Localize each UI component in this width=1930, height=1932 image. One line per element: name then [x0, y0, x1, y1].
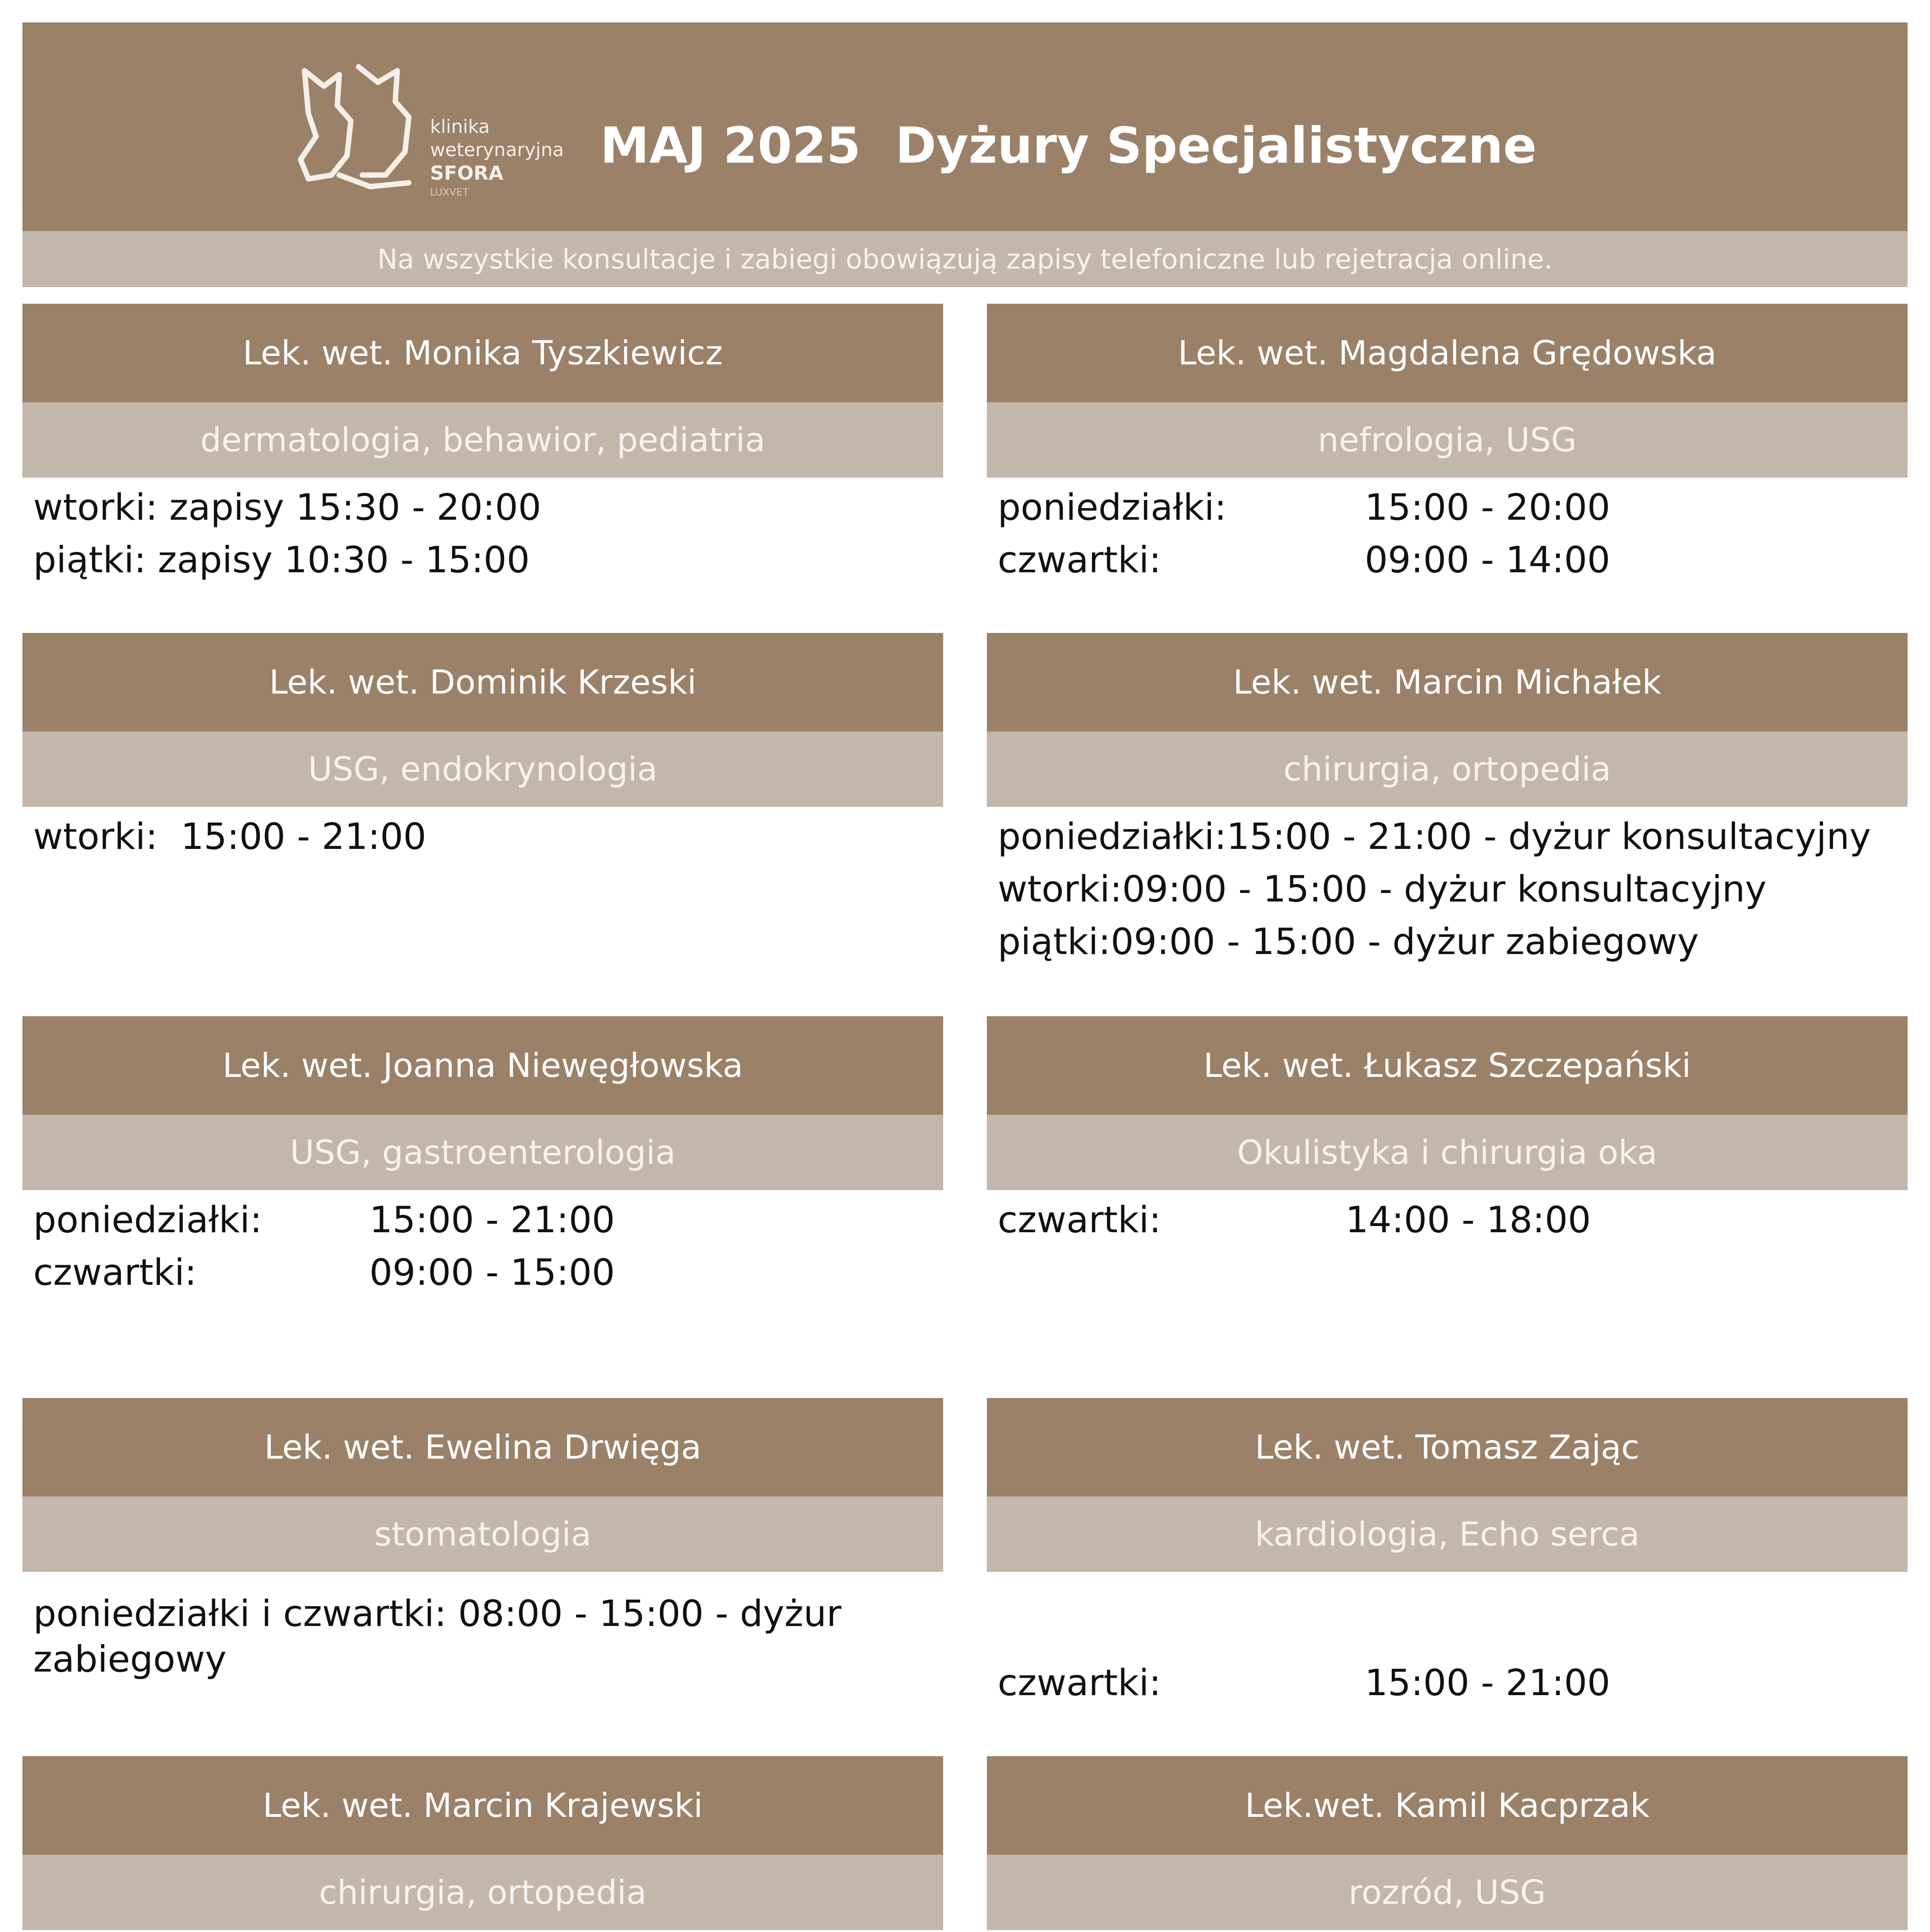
schedule-day: wtorki: 15:00 - 21:00 [33, 816, 427, 858]
schedule-day: czwartki: [33, 1252, 197, 1294]
schedule-row [998, 1194, 1908, 1247]
schedule [987, 1930, 1908, 1932]
doctor-specialty: nefrologia, USG [987, 402, 1908, 478]
doctor-specialty: Okulistyka i chirurgia oka [987, 1115, 1908, 1190]
page-header [22, 22, 1908, 231]
schedule [22, 1930, 943, 1932]
schedule-time: 15:00 - 21:00 [369, 1199, 615, 1241]
clinic-logo-icon [293, 59, 424, 198]
doctor-name: Lek. wet. Dominik Krzeski [22, 633, 943, 731]
schedule-row [998, 1657, 1908, 1709]
schedule-row [998, 916, 1908, 968]
doctor-name: Lek. wet. Magdalena Grędowska [987, 304, 1908, 402]
doctor-card [987, 304, 1908, 587]
doctor-card [22, 1016, 943, 1299]
schedule-row [33, 481, 943, 534]
doctor-specialty: stomatologia [22, 1497, 943, 1572]
doctor-card [22, 1398, 943, 1682]
doctor-card [987, 1016, 1908, 1247]
doctor-card [22, 633, 943, 863]
logo-line-3: SFORA [430, 162, 503, 184]
schedule-day: piątki: zapisy 10:30 - 15:00 [33, 539, 530, 581]
doctor-specialty: kardiologia, Echo serca [987, 1497, 1908, 1572]
schedule-row [33, 1194, 943, 1247]
schedule-time: 15:00 - 21:00 - dyżur konsultacyjny [1226, 816, 1871, 858]
schedule-note: poniedziałki i czwartki: 08:00 - 15:00 - dyżur zabiegowy [33, 1593, 842, 1680]
clinic-logo [293, 59, 602, 214]
doctor-card [22, 304, 943, 587]
schedule-time: 14:00 - 18:00 [1345, 1199, 1591, 1241]
doctor-name: Lek. wet. Tomasz Zając [987, 1398, 1908, 1497]
schedule-day: czwartki: [998, 1199, 1161, 1241]
logo-line-1: klinika [430, 116, 490, 138]
doctor-specialty: USG, gastroenterologia [22, 1115, 943, 1190]
schedule [22, 478, 943, 587]
schedule-row [33, 811, 943, 863]
schedule-day: piątki: [998, 921, 1111, 963]
schedule-day: poniedziałki: [998, 486, 1227, 529]
schedule-row [998, 481, 1908, 534]
doctor-specialty: chirurgia, ortopedia [987, 731, 1908, 807]
schedule [987, 1190, 1908, 1247]
schedule [987, 478, 1908, 587]
doctor-name: Lek.wet. Kamil Kacprzak [987, 1756, 1908, 1855]
schedule-day: wtorki: [998, 868, 1122, 910]
doctor-name: Lek. wet. Marcin Krajewski [22, 1756, 943, 1855]
schedule-row [33, 1247, 943, 1299]
schedule-row [998, 534, 1908, 587]
doctor-name: Lek. wet. Ewelina Drwięga [22, 1398, 943, 1497]
schedule [22, 807, 943, 863]
doctor-specialty: chirurgia, ortopedia [22, 1855, 943, 1930]
doctor-specialty: rozród, USG [987, 1855, 1908, 1930]
schedule-day: czwartki: [998, 539, 1161, 581]
doctor-name: Lek. wet. Monika Tyszkiewicz [22, 304, 943, 402]
doctor-specialty: dermatologia, behawior, pediatria [22, 402, 943, 478]
schedule-time: 09:00 - 15:00 - dyżur konsultacyjny [1122, 868, 1767, 910]
doctor-card [987, 633, 1908, 968]
doctor-card [987, 1756, 1908, 1932]
doctor-card [987, 1398, 1908, 1709]
schedule-time: 09:00 - 14:00 [1365, 539, 1610, 581]
schedule-day: wtorki: zapisy 15:30 - 20:00 [33, 486, 541, 529]
schedule-row [33, 534, 943, 587]
doctor-specialty: USG, endokrynologia [22, 731, 943, 807]
schedule [22, 1190, 943, 1299]
schedule-time: 09:00 - 15:00 - dyżur zabiegowy [1110, 921, 1699, 963]
schedule-day: poniedziałki: [33, 1199, 262, 1241]
schedule-row [998, 811, 1908, 863]
schedule [987, 807, 1908, 968]
schedule-day: poniedziałki: [998, 816, 1227, 858]
schedule-time: 15:00 - 20:00 [1365, 486, 1610, 529]
schedule-time: 15:00 - 21:00 [1365, 1662, 1610, 1704]
doctor-name: Lek. wet. Łukasz Szczepański [987, 1016, 1908, 1115]
logo-text [430, 115, 564, 200]
schedule [22, 1572, 943, 1682]
schedule [987, 1572, 1908, 1709]
schedule-time: 09:00 - 15:00 [369, 1252, 615, 1294]
doctor-name: Lek. wet. Joanna Niewęgłowska [22, 1016, 943, 1115]
logo-line-2: weterynaryjna [430, 139, 564, 161]
schedule-day: czwartki: [998, 1662, 1161, 1704]
page-title: MAJ 2025 Dyżury Specjalistyczne [600, 117, 1537, 175]
logo-line-4: LUXVET [430, 187, 469, 198]
booking-notice: Na wszystkie konsultacje i zabiegi obowiązują zapisy telefoniczne lub rejetracja online. [22, 231, 1908, 287]
doctor-name: Lek. wet. Marcin Michałek [987, 633, 1908, 731]
schedule-row [998, 863, 1908, 916]
doctor-card [22, 1756, 943, 1932]
